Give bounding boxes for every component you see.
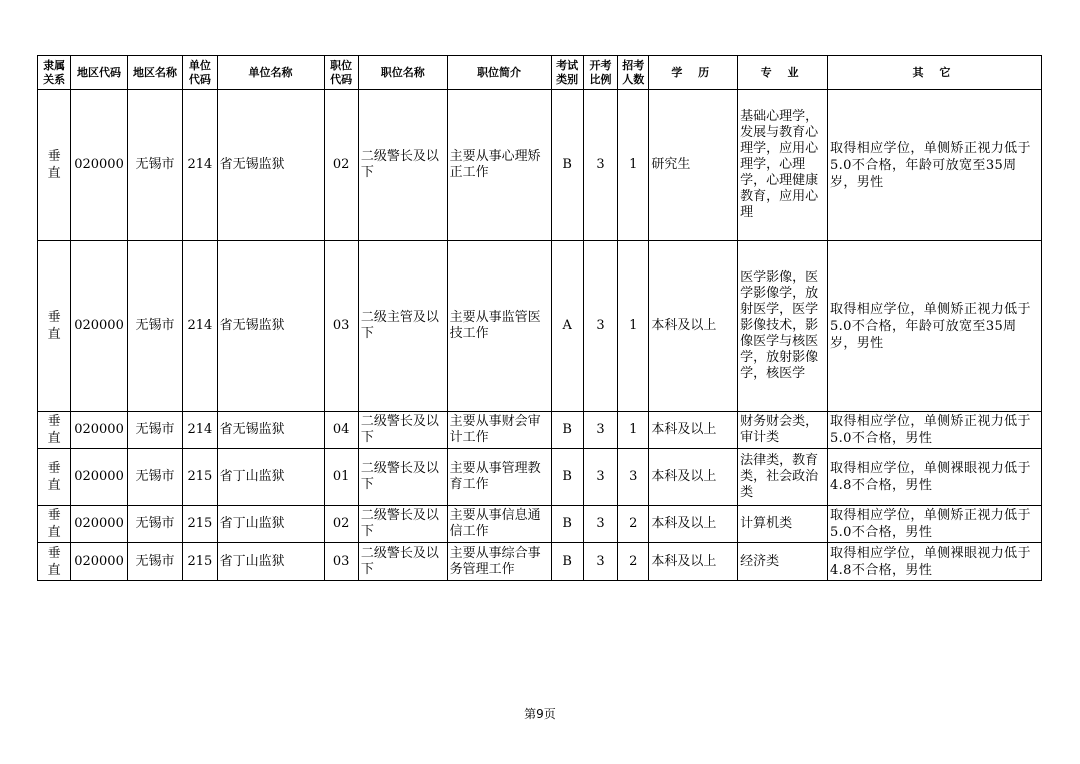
education-cell: 本科及以上 — [649, 543, 738, 581]
table-row — [38, 241, 1042, 412]
unit-code-cell: 214 — [183, 90, 217, 241]
other-cell: 取得相应学位，单侧矫正视力低于5.0不合格，男性 — [827, 412, 1041, 449]
header-unit-code: 单位代码 — [183, 56, 217, 90]
header-position-code: 职位代码 — [324, 56, 358, 90]
unit-code-cell: 215 — [183, 543, 217, 581]
header-unit-name: 单位名称 — [217, 56, 324, 90]
affiliation-cell: 垂直 — [38, 543, 71, 581]
affiliation-cell: 垂直 — [38, 412, 71, 449]
header-position-desc: 职位简介 — [447, 56, 551, 90]
other-cell: 取得相应学位，单侧矫正视力低于5.0不合格，年龄可放宽至35周岁，男性 — [827, 90, 1041, 241]
page-number: 第9页 — [524, 707, 556, 721]
table-row — [38, 506, 1042, 543]
region-name-cell: 无锡市 — [127, 90, 182, 241]
position-code-cell: 01 — [324, 449, 358, 506]
exam-ratio-cell: 3 — [583, 412, 617, 449]
exam-type-cell: A — [551, 241, 583, 412]
affiliation-cell: 垂直 — [38, 506, 71, 543]
position-code-cell: 02 — [324, 90, 358, 241]
affiliation-cell: 垂直 — [38, 449, 71, 506]
position-name-cell: 二级警长及以下 — [358, 449, 447, 506]
recruit-count-cell: 2 — [618, 543, 649, 581]
other-cell: 取得相应学位，单侧矫正视力低于5.0不合格，男性 — [827, 506, 1041, 543]
major-cell: 财务财会类，审计类 — [738, 412, 828, 449]
major-cell: 计算机类 — [738, 506, 828, 543]
header-affiliation: 隶属关系 — [38, 56, 71, 90]
exam-ratio-cell: 3 — [583, 506, 617, 543]
position-desc-cell: 主要从事财会审计工作 — [447, 412, 551, 449]
region-code-cell: 020000 — [71, 412, 128, 449]
header-major: 专 业 — [738, 56, 828, 90]
region-code-cell: 020000 — [71, 506, 128, 543]
exam-ratio-cell: 3 — [583, 90, 617, 241]
header-education: 学 历 — [649, 56, 738, 90]
unit-name-cell: 省丁山监狱 — [217, 506, 324, 543]
unit-code-cell: 214 — [183, 241, 217, 412]
education-cell: 本科及以上 — [649, 506, 738, 543]
exam-ratio-cell: 3 — [583, 449, 617, 506]
region-code-cell: 020000 — [71, 543, 128, 581]
other-cell: 取得相应学位，单侧裸眼视力低于4.8不合格，男性 — [827, 543, 1041, 581]
unit-code-cell: 214 — [183, 412, 217, 449]
major-cell: 基础心理学，发展与教育心理学，应用心理学，心理学，心理健康教育，应用心理 — [738, 90, 828, 241]
header-exam-type: 考试类别 — [551, 56, 583, 90]
positions-table — [37, 55, 1042, 581]
position-name-cell: 二级警长及以下 — [358, 90, 447, 241]
exam-ratio-cell: 3 — [583, 543, 617, 581]
header-exam-ratio: 开考比例 — [583, 56, 617, 90]
major-cell: 法律类，教育类，社会政治类 — [738, 449, 828, 506]
region-name-cell: 无锡市 — [127, 241, 182, 412]
unit-name-cell: 省无锡监狱 — [217, 90, 324, 241]
unit-name-cell: 省无锡监狱 — [217, 241, 324, 412]
header-region-code: 地区代码 — [71, 56, 128, 90]
table-row — [38, 543, 1042, 581]
region-code-cell: 020000 — [71, 449, 128, 506]
affiliation-cell: 垂直 — [38, 90, 71, 241]
other-cell: 取得相应学位，单侧矫正视力低于5.0不合格，年龄可放宽至35周岁，男性 — [827, 241, 1041, 412]
education-cell: 本科及以上 — [649, 449, 738, 506]
table-row — [38, 90, 1042, 241]
recruit-count-cell: 3 — [618, 449, 649, 506]
unit-name-cell: 省丁山监狱 — [217, 543, 324, 581]
affiliation-cell: 垂直 — [38, 241, 71, 412]
unit-name-cell: 省无锡监狱 — [217, 412, 324, 449]
region-name-cell: 无锡市 — [127, 543, 182, 581]
education-cell: 本科及以上 — [649, 412, 738, 449]
exam-type-cell: B — [551, 412, 583, 449]
unit-code-cell: 215 — [183, 506, 217, 543]
table-row — [38, 412, 1042, 449]
position-code-cell: 02 — [324, 506, 358, 543]
position-code-cell: 04 — [324, 412, 358, 449]
position-name-cell: 二级主管及以下 — [358, 241, 447, 412]
position-name-cell: 二级警长及以下 — [358, 412, 447, 449]
position-desc-cell: 主要从事综合事务管理工作 — [447, 543, 551, 581]
region-name-cell: 无锡市 — [127, 449, 182, 506]
major-cell: 医学影像，医学影像学，放射医学，医学影像技术，影像医学与核医学，放射影像学，核医学 — [738, 241, 828, 412]
unit-code-cell: 215 — [183, 449, 217, 506]
region-name-cell: 无锡市 — [127, 412, 182, 449]
exam-type-cell: B — [551, 90, 583, 241]
position-name-cell: 二级警长及以下 — [358, 543, 447, 581]
other-cell: 取得相应学位，单侧裸眼视力低于4.8不合格，男性 — [827, 449, 1041, 506]
header-other: 其 它 — [827, 56, 1041, 90]
exam-type-cell: B — [551, 449, 583, 506]
position-code-cell: 03 — [324, 241, 358, 412]
recruit-count-cell: 1 — [618, 412, 649, 449]
education-cell: 研究生 — [649, 90, 738, 241]
header-region-name: 地区名称 — [127, 56, 182, 90]
recruit-count-cell: 2 — [618, 506, 649, 543]
exam-type-cell: B — [551, 506, 583, 543]
exam-ratio-cell: 3 — [583, 241, 617, 412]
position-desc-cell: 主要从事管理教育工作 — [447, 449, 551, 506]
position-desc-cell: 主要从事监管医技工作 — [447, 241, 551, 412]
exam-type-cell: B — [551, 543, 583, 581]
major-cell: 经济类 — [738, 543, 828, 581]
header-recruit-count: 招考人数 — [618, 56, 649, 90]
region-code-cell: 020000 — [71, 90, 128, 241]
recruit-count-cell: 1 — [618, 241, 649, 412]
position-desc-cell: 主要从事心理矫正工作 — [447, 90, 551, 241]
unit-name-cell: 省丁山监狱 — [217, 449, 324, 506]
recruit-count-cell: 1 — [618, 90, 649, 241]
region-code-cell: 020000 — [71, 241, 128, 412]
header-row — [38, 56, 1042, 90]
position-code-cell: 03 — [324, 543, 358, 581]
header-position-name: 职位名称 — [358, 56, 447, 90]
position-desc-cell: 主要从事信息通信工作 — [447, 506, 551, 543]
region-name-cell: 无锡市 — [127, 506, 182, 543]
education-cell: 本科及以上 — [649, 241, 738, 412]
table-row — [38, 449, 1042, 506]
position-name-cell: 二级警长及以下 — [358, 506, 447, 543]
